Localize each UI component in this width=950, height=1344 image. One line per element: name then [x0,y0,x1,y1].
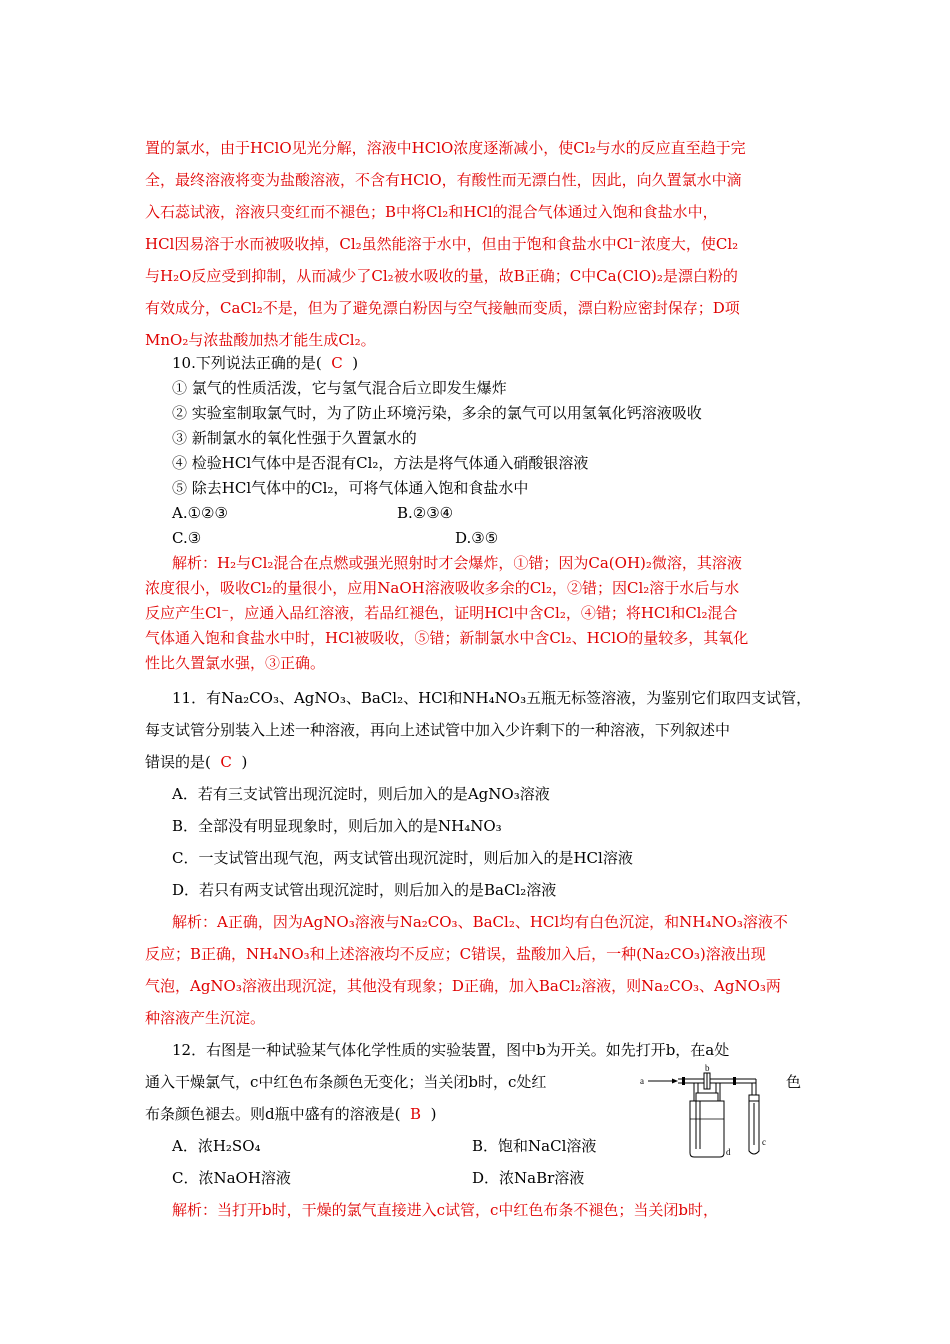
explanation-line: 浓度很小，吸收Cl₂的量很小，应用NaOH溶液吸收多余的Cl₂，②错；因Cl₂溶于水后与水 [145,579,740,597]
option-b: B．全部没有明显现象时，则后加入的是NH₄NO₃ [172,817,502,835]
question-11-stem: 11．有Na₂CO₃、AgNO₃、BaCl₂、HCl和NH₄NO₃五瓶无标签溶液，为鉴别它们取四支试管， [172,689,812,707]
question-12-stem-tail: 色 [786,1073,802,1091]
explanation-line: 解析：当打开b时，干燥的氯气直接进入c试管，c中红色布条不褪色；当关闭b时， [172,1201,719,1219]
explanation-line: 解析：A正确，因为AgNO₃溶液与Na₂CO₃、BaCl₂、HCl均有白色沉淀，和NH₄NO₃溶液不 [172,913,788,931]
option-c: C.③ [172,529,202,547]
explanation-line: 与H₂O反应受到抑制，从而减少了Cl₂被水吸收的量，故B正确；C中Ca(ClO)₂是漂白粉的 [145,267,738,285]
explanation-line: HCl因易溶于水而被吸收掉，Cl₂虽然能溶于水中，但由于饱和食盐水中Cl⁻浓度大，使Cl₂ [145,235,739,253]
option-a: A．浓H₂SO₄ [172,1137,261,1155]
question-stem-text: ) [430,1105,437,1123]
clamp [733,1077,736,1085]
option-b: B.②③④ [397,504,454,522]
bottle-stopper [696,1093,718,1101]
clamp [682,1077,685,1085]
question-stem-text: ) [352,354,359,372]
statement-1: ① 氯气的性质活泼，它与氢气混合后立即发生爆炸 [172,379,507,397]
label-b: b [705,1063,710,1073]
label-d: d [726,1147,731,1157]
question-11-stem: 每支试管分别装入上述一种溶液，再向上述试管中加入少许剩下的一种溶液，下列叙述中 [145,721,731,739]
explanation-line: 气泡，AgNO₃溶液出现沉淀，其他没有现象；D正确，加入BaCl₂溶液，则Na₂CO₃、AgNO₃两 [145,977,781,995]
arrow-head [672,1079,678,1084]
experiment-apparatus-figure [638,1063,778,1163]
statement-4: ④ 检验HCl气体中是否混有Cl₂，方法是将气体通入硝酸银溶液 [172,454,589,472]
statement-3: ③ 新制氯水的氧化性强于久置氯水的 [172,429,417,447]
answer-mark: C [220,753,232,771]
explanation-line: 有效成分，CaCl₂不是，但为了避免漂白粉因与空气接触而变质，漂白粉应密封保存；D项 [145,299,740,317]
question-stem-text: 布条颜色褪去。则d瓶中盛有的溶液是( [145,1105,401,1123]
explanation-line: 解析：H₂与Cl₂混合在点燃或强光照射时才会爆炸，①错；因为Ca(OH)₂微溶，其溶液 [172,554,742,572]
answer-mark: C [331,354,343,372]
explanation-line: 入石蕊试液，溶液只变红而不褪色；B中将Cl₂和HCl的混合气体通过入饱和食盐水中， [145,203,718,221]
option-a: A．若有三支试管出现沉淀时，则后加入的是AgNO₃溶液 [172,785,550,803]
label-c: c [762,1137,766,1147]
tube-c-stopper [749,1095,759,1101]
option-b: B．饱和NaCl溶液 [472,1137,597,1155]
question-12-stem: 通入干燥氯气，c中红色布条颜色无变化；当关闭b时，c处红 [145,1073,547,1091]
label-a: a [640,1076,644,1086]
question-stem-text: ) [241,753,248,771]
question-stem-text: 错误的是( [145,753,211,771]
explanation-line: 反应产生Cl⁻，应通入品红溶液，若品红褪色，证明HCl中含Cl₂，④错；将HCl和Cl₂混合 [145,604,738,622]
option-d: D.③⑤ [455,529,499,547]
explanation-line: 种溶液产生沉淀。 [145,1009,266,1027]
statement-2: ② 实验室制取氯气时，为了防止环境污染，多余的氯气可以用氢氧化钙溶液吸收 [172,404,702,422]
question-10-stem [172,353,358,373]
statement-5: ⑤ 除去HCl气体中的Cl₂，可将气体通入饱和食盐水中 [172,479,529,497]
option-d: D．若只有两支试管出现沉淀时，则后加入的是BaCl₂溶液 [172,881,557,899]
explanation-line: 性比久置氯水强，③正确。 [145,654,326,672]
question-11-stem [145,752,247,772]
question-12-stem: 12．右图是一种试验某气体化学性质的实验装置，图中b为开关。如先打开b，在a处 [172,1041,730,1059]
question-12-stem [145,1104,436,1124]
explanation-line: 反应；B正确，NH₄NO₃和上述溶液均不反应；C错误，盐酸加入后，一种(Na₂CO₃)溶液出现 [145,945,766,963]
option-a: A.①②③ [172,504,228,522]
bottle-d [690,1101,724,1157]
option-c: C．浓NaOH溶液 [172,1169,291,1187]
explanation-line: MnO₂与浓盐酸加热才能生成Cl₂。 [145,331,376,349]
explanation-line: 置的氯水，由于HClO见光分解，溶液中HClO浓度逐渐减小，使Cl₂与水的反应直至趋于完 [145,139,746,157]
answer-mark: B [410,1105,422,1123]
question-stem-text: 10.下列说法正确的是( [172,354,322,372]
option-c: C．一支试管出现气泡，两支试管出现沉淀时，则后加入的是HCl溶液 [172,849,633,867]
option-d: D．浓NaBr溶液 [472,1169,585,1187]
explanation-line: 气体通入饱和食盐水中时，HCl被吸收，⑤错；新制氯水中含Cl₂、HClO的量较多，其氧化 [145,629,749,647]
explanation-line: 全，最终溶液将变为盐酸溶液，不含有HClO，有酸性而无漂白性，因此，向久置氯水中滴 [145,171,742,189]
